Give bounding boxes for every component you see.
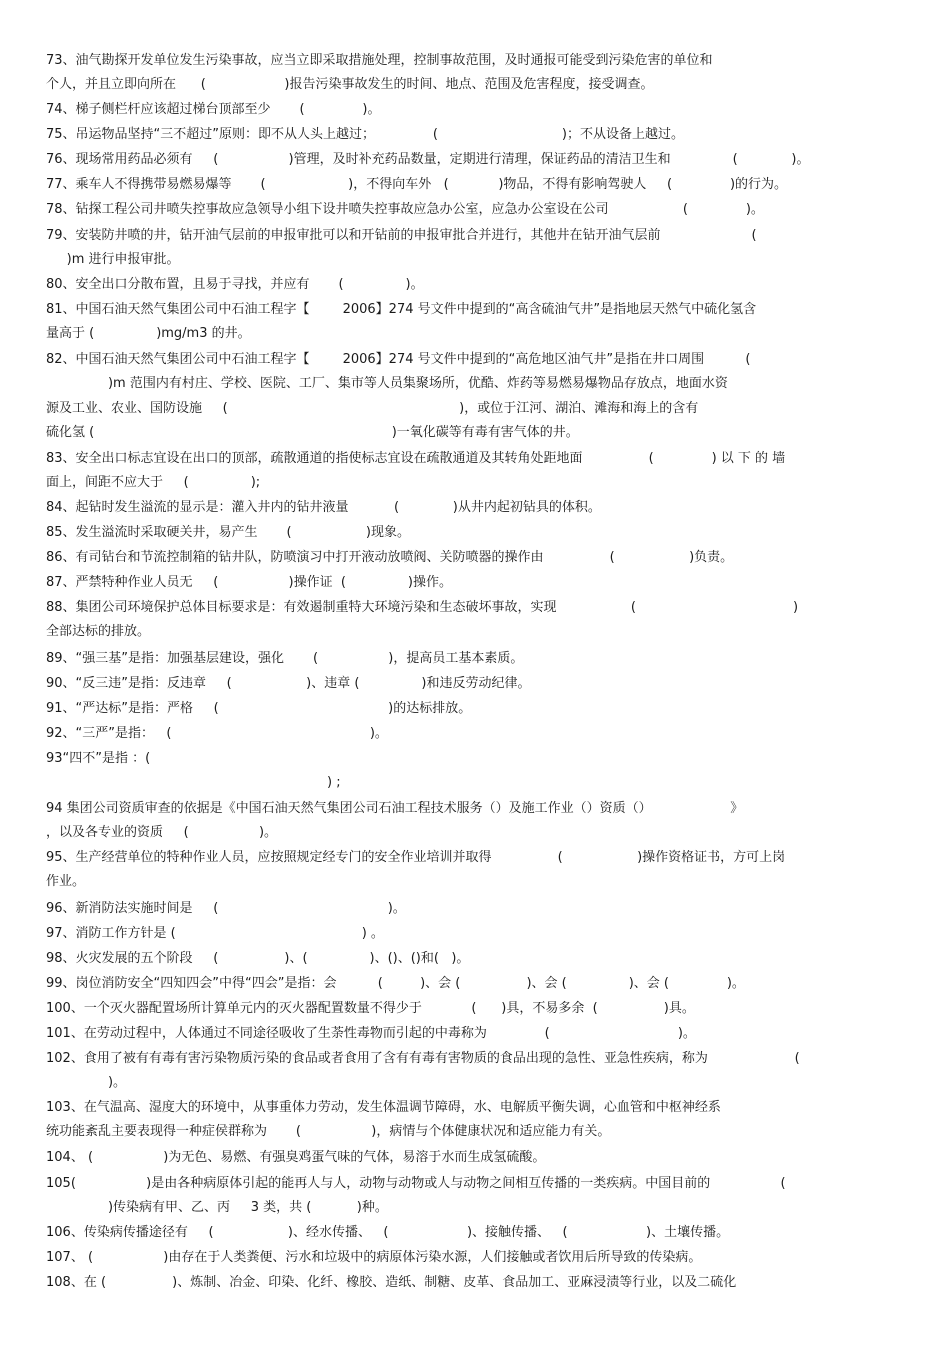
text-line: 83、安全出口标志宜设在出口的顶部，疏散通道的指使标志宜设在疏散通道及其转角处距地面 ( ) 以 下 的 墙: [46, 451, 786, 466]
text-line: 85、发生溢流时采取硬关井，易产生 ( )现象。: [46, 525, 410, 540]
text-line: ，以及各专业的资质 ( )。: [46, 825, 278, 840]
text-line: 87、严禁特种作业人员无 ( )操作证 ( )操作。: [46, 575, 452, 590]
text-line: 94 集团公司资质审查的依据是《中国石油天然气集团公司石油工程技术服务（）及施工作业（）资质（） 》: [46, 801, 744, 816]
text-line: 88、集团公司环境保护总体目标要求是：有效遏制重特大环境污染和生态破坏事故，实现 ( ): [46, 600, 799, 615]
text-line: 78、钻探工程公司井喷失控事故应急领导小组下设井喷失控事故应急办公室，应急办公室设在公司 ( )。: [46, 202, 764, 217]
text-line: 105( )是由各种病原体引起的能再人与人，动物与动物或人与动物之间相互传播的一类疾病。中国目前的 (: [46, 1176, 786, 1191]
text-line: 统功能紊乱主要表现得一种症侯群称为 ( )，病情与个体健康状况和适应能力有关。: [46, 1124, 611, 1139]
text-line: 97、消防工作方针是 ( ) 。: [46, 926, 384, 941]
text-line: 源及工业、农业、国防设施 ( )，或位于江河、湖泊、滩海和海上的含有: [46, 401, 699, 416]
text-line: 107、 ( )由存在于人类粪便、污水和垃圾中的病原体污染水源，人们接触或者饮用后所导致的传染病。: [46, 1250, 702, 1265]
text-line: 73、油气勘探开发单位发生污染事故，应当立即采取措施处理，控制事故范围，及时通报可能受到污染危害的单位和: [46, 53, 713, 68]
text-line: )。: [46, 1075, 127, 1090]
text-line: 77、乘车人不得携带易燃易爆等 ( )，不得向车外 ( )物品，不得有影响驾驶人 ( )的行为。: [46, 177, 788, 192]
text-line: 全部达标的排放。: [46, 624, 151, 639]
text-line: 101、在劳动过程中，人体通过不同途径吸收了生荼性毒物而引起的中毒称为 ( )。: [46, 1026, 696, 1041]
text-line: 76、现场常用药品必须有 ( )管理，及时补充药品数量，定期进行清理，保证药品的清洁卫生和 ( )。: [46, 152, 810, 167]
text-line: 100、一个灭火器配置场所计算单元内的灭火器配置数量不得少于 ( )具，不易多余 ( )具。: [46, 1001, 695, 1016]
text-line: )m 进行申报审批。: [46, 252, 180, 267]
text-line: 79、安装防井喷的井，钻开油气层前的申报审批可以和开钻前的申报审批合并进行，其他井在钻开油气层前 (: [46, 228, 757, 243]
text-line: 86、有司钻台和节流控制箱的钻井队，防喷演习中打开液动放喷阀、关防喷器的操作由 ( )负责。: [46, 550, 734, 565]
text-line: 81、中国石油天然气集团公司中石油工程字【 2006】274 号文件中提到的“高含硫油气井”是指地层天然气中硫化氢含: [46, 302, 757, 317]
text-line: 75、吊运物品坚持“三不超过”原则：即不从人头上越过； ( )；不从设备上越过。: [46, 127, 684, 142]
text-line: 量高于 ( )mg/m3 的井。: [46, 326, 251, 341]
text-line: 80、安全出口分散布置，且易于寻找，并应有 ( )。: [46, 277, 424, 292]
text-line: 82、中国石油天然气集团公司中石油工程字【 2006】274 号文件中提到的“高危地区油气井”是指在井口周围 (: [46, 352, 751, 367]
text-line: 91、“严达标”是指：严格 ( )的达标排放。: [46, 701, 472, 716]
text-line: 89、“强三基”是指：加强基层建设，强化 ( )，提高员工基本素质。: [46, 651, 524, 666]
text-line: 面上，间距不应大于 ( );: [46, 475, 261, 490]
text-line: 92、“三严”是指： ( )。: [46, 726, 388, 741]
text-line: 硫化氢 ( )一氧化碳等有毒有害气体的井。: [46, 425, 579, 440]
text-line: 99、岗位消防安全“四知四会”中得“四会”是指：会 ( )、会 ( )、会 ( )、会 ( )。: [46, 976, 745, 991]
text-line: )传染病有甲、乙、丙 3 类，共 ( )种。: [46, 1200, 388, 1215]
text-line: )m 范围内有村庄、学校、医院、工厂、集市等人员集聚场所，优酷、炸药等易燃易爆物品存放点，地面水资: [46, 376, 728, 391]
text-line: 95、生产经营单位的特种作业人员，应按照规定经专门的安全作业培训并取得 ( )操作资格证书，方可上岗: [46, 850, 786, 865]
text-line: 93“四不”是指 ：(: [46, 751, 151, 766]
text-line: 84、起钻时发生溢流的显示是：灌入井内的钻井液量 ( )从井内起初钻具的体积。: [46, 500, 601, 515]
text-line: ) ;: [46, 775, 341, 790]
text-line: 90、“反三违”是指：反违章 ( )、违章 ( )和违反劳动纪律。: [46, 676, 531, 691]
text-line: 108、在 ( )、炼制、冶金、印染、化纤、橡胶、造纸、制糖、皮革、食品加工、亚麻浸渍等行业，以及二硫化: [46, 1275, 737, 1290]
text-line: 74、梯子侧栏杆应该超过梯台顶部至少 ( )。: [46, 102, 381, 117]
text-line: 个人，并且立即向所在 ( )报告污染事故发生的时间、地点、范围及危害程度，接受调查。: [46, 77, 654, 92]
text-line: 96、新消防法实施时间是 ( )。: [46, 901, 406, 916]
text-line: 106、传染病传播途径有 ( )、经水传播、 ( )、接触传播、 ( )、土壤传播。: [46, 1225, 730, 1240]
text-line: 103、在气温高、湿度大的环境中，从事重体力劳动，发生体温调节障碍，水、电解质平衡失调，心血管和中枢神经系: [46, 1100, 721, 1115]
text-line: 98、火灾发展的五个阶段 ( )、( )、()、()和( )。: [46, 951, 470, 966]
text-line: 102、食用了被有有毒有害污染物质污染的食品或者食用了含有有毒有害物质的食品出现的急性、亚急性疾病，称为 (: [46, 1051, 800, 1066]
text-line: 104、 ( )为无色、易燃、有强臭鸡蛋气味的气体，易溶于水而生成氢硫酸。: [46, 1150, 546, 1165]
text-line: 作业。: [46, 874, 86, 889]
